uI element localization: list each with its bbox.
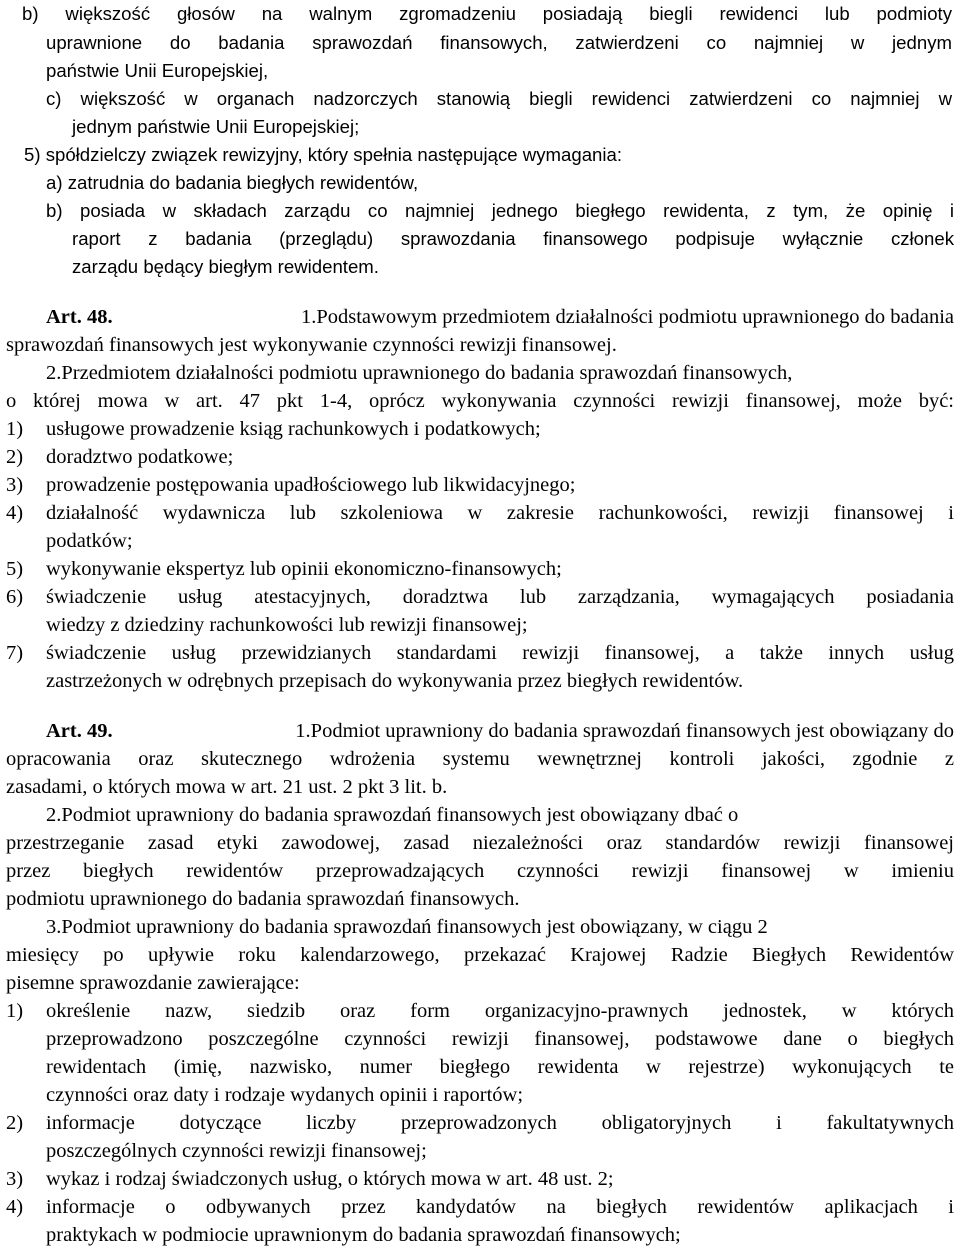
item-num: 3) xyxy=(6,1168,24,1190)
art48-item-1 xyxy=(6,415,954,443)
item-text: określenie nazw, siedzib oraz form organizacyjno-prawnych jednostek, w których xyxy=(46,1000,954,1022)
item-text: świadczenie usług przewidzianych standardami rewizji finansowej, a także innych usług xyxy=(46,642,954,664)
item-text: działalność wydawnicza lub szkoleniowa w zakresie rachunkowości, rewizji finansowej i xyxy=(46,502,954,524)
art48-item-6-cont: wiedzy z dziedziny rachunkowości lub rewizji finansowej; xyxy=(46,614,528,636)
art49-p3-line1 xyxy=(46,913,954,941)
item-text: świadczenie usług atestacyjnych, doradztwa lub zarządzania, wymagających posiadania xyxy=(46,586,954,608)
art48-item-7-cont: zastrzeżonych w odrębnych przepisach do wykonywania przez biegłych rewidentów. xyxy=(46,670,744,692)
item-b-line1: b) większość głosów na walnym zgromadzeniu posiadają biegli rewidenci lub podmioty xyxy=(22,3,952,24)
item-num: 7) xyxy=(6,642,24,664)
art48-p2-text1: Przedmiotem działalności podmiotu uprawnionego do badania sprawozdań finansowych, xyxy=(61,362,793,384)
art49-item-2 xyxy=(6,1109,954,1137)
item-num: 2) xyxy=(6,446,24,468)
item-num: 3) xyxy=(6,474,24,496)
item-num: 1) xyxy=(6,1000,24,1022)
art48-p2-line2: o której mowa w art. 47 pkt 1-4, oprócz wykonywania czynności rewizji finansowej, może być: xyxy=(6,390,954,412)
item-b-line2: uprawnione do badania sprawozdań finansowych, zatwierdzeni co najmniej w jednym xyxy=(46,32,952,53)
item-text: doradztwo podatkowe; xyxy=(46,446,234,468)
art48-item-4-cont: podatków; xyxy=(46,530,133,552)
art49-p1-line1 xyxy=(46,717,954,745)
art48-p2-line1 xyxy=(46,359,954,387)
art48-p1-line1 xyxy=(46,303,954,331)
point-5b-line1: b) posiada w składach zarządu co najmniej jednego biegłego rewidenta, z tym, że opinię i xyxy=(46,200,954,221)
item-num: 6) xyxy=(6,586,24,608)
item-text: usługowe prowadzenie ksiąg rachunkowych i podatkowych; xyxy=(46,418,541,440)
item-text: informacje o odbywanych przez kandydatów na biegłych rewidentów aplikacjach i xyxy=(46,1196,954,1218)
art49-p1-line2: opracowania oraz skutecznego wdrożenia systemu wewnętrznej kontroli jakości, zgodnie z xyxy=(6,748,954,770)
item-num: 1) xyxy=(6,418,24,440)
art49-item-1-cont2: rewidentach (imię, nazwisko, numer biegłego rewidenta w rejestrze) wykonujących te xyxy=(46,1056,954,1078)
art49-p1-num: 1. xyxy=(295,720,311,742)
item-text: wykonywanie ekspertyz lub opinii ekonomiczno-finansowych; xyxy=(46,558,562,580)
art49-p2-line1 xyxy=(46,801,954,829)
item-c-line1: c) większość w organach nadzorczych stanowią biegli rewidenci zatwierdzeni co najmniej w xyxy=(46,88,952,109)
art49-p2-num: 2. xyxy=(46,804,62,826)
item-text: wykaz i rodzaj świadczonych usług, o których mowa w art. 48 ust. 2; xyxy=(46,1168,614,1190)
item-num: 4) xyxy=(6,502,24,524)
art48-item-4 xyxy=(6,499,954,527)
item-c-line2: jednym państwie Unii Europejskiej; xyxy=(72,116,360,137)
art49-item-1-cont3: czynności oraz daty i rodzaje wydanych opinii i raportów; xyxy=(46,1084,524,1106)
art49-p2-text1: Podmiot uprawniony do badania sprawozdań finansowych jest obowiązany dbać o xyxy=(61,804,739,826)
art49-p2-line3: przez biegłych rewidentów przeprowadzających czynności rewizji finansowej w imieniu xyxy=(6,860,954,882)
art48-item-7 xyxy=(6,639,954,667)
item-text: prowadzenie postępowania upadłościowego lub likwidacyjnego; xyxy=(46,474,576,496)
art49-heading: Art. 49. xyxy=(46,720,113,742)
art49-p3-text1: Podmiot uprawniony do badania sprawozdań finansowych jest obowiązany, w ciągu 2 xyxy=(61,916,768,938)
item-text: informacje dotyczące liczby przeprowadzonych obligatoryjnych i fakultatywnych xyxy=(46,1112,954,1134)
art48-p1-line2: sprawozdań finansowych jest wykonywanie czynności rewizji finansowej. xyxy=(6,334,617,356)
art49-item-2-cont: poszczególnych czynności rewizji finansowej; xyxy=(46,1140,427,1162)
art48-item-5 xyxy=(6,555,954,583)
art49-p2-line4: podmiotu uprawnionego do badania sprawozdań finansowych. xyxy=(6,888,520,910)
item-num: 4) xyxy=(6,1196,24,1218)
art48-p2-num: 2. xyxy=(46,362,62,384)
point-5: 5) spółdzielczy związek rewizyjny, który spełnia następujące wymagania: xyxy=(24,144,623,165)
art48-item-3 xyxy=(6,471,954,499)
art49-item-1-cont1: przeprowadzono poszczególne czynności rewizji finansowej, podstawowe dane o biegłych xyxy=(46,1028,954,1050)
art49-p3-line2: miesięcy po upływie roku kalendarzowego, przekazać Krajowej Radzie Biegłych Rewidentów xyxy=(6,944,954,966)
item-num: 2) xyxy=(6,1112,24,1134)
art48-p1-num: 1. xyxy=(300,306,317,328)
art49-item-1 xyxy=(6,997,954,1025)
item-b-line3: państwie Unii Europejskiej, xyxy=(46,60,269,81)
art48-p1-text1: Podstawowym przedmiotem działalności podmiotu uprawnionego do badania xyxy=(316,306,954,328)
art49-item-3 xyxy=(6,1165,954,1193)
item-num: 5) xyxy=(6,558,24,580)
art48-item-2 xyxy=(6,443,954,471)
art48-heading: Art. 48. xyxy=(46,306,113,328)
art48-item-6 xyxy=(6,583,954,611)
art49-item-4 xyxy=(6,1193,954,1221)
art49-p1-line3: zasadami, o których mowa w art. 21 ust. 2 pkt 3 lit. b. xyxy=(6,776,448,798)
art49-p3-num: 3. xyxy=(46,916,62,938)
art49-p1-text1: Podmiot uprawniony do badania sprawozdań finansowych jest obowiązany do xyxy=(310,720,954,742)
art49-p2-line2: przestrzeganie zasad etyki zawodowej, zasad niezależności oraz standardów rewizji finansowej xyxy=(6,832,954,854)
art49-p3-line3: pisemne sprawozdanie zawierające: xyxy=(6,972,300,994)
point-5a: a) zatrudnia do badania biegłych rewidentów, xyxy=(46,172,419,193)
point-5b-line2: raport z badania (przeglądu) sprawozdania finansowego podpisuje wyłącznie członek xyxy=(72,228,954,249)
point-5b-line3: zarządu będący biegłym rewidentem. xyxy=(72,256,379,277)
art49-item-4-cont: praktykach w podmiocie uprawnionym do badania sprawozdań finansowych; xyxy=(46,1224,681,1246)
